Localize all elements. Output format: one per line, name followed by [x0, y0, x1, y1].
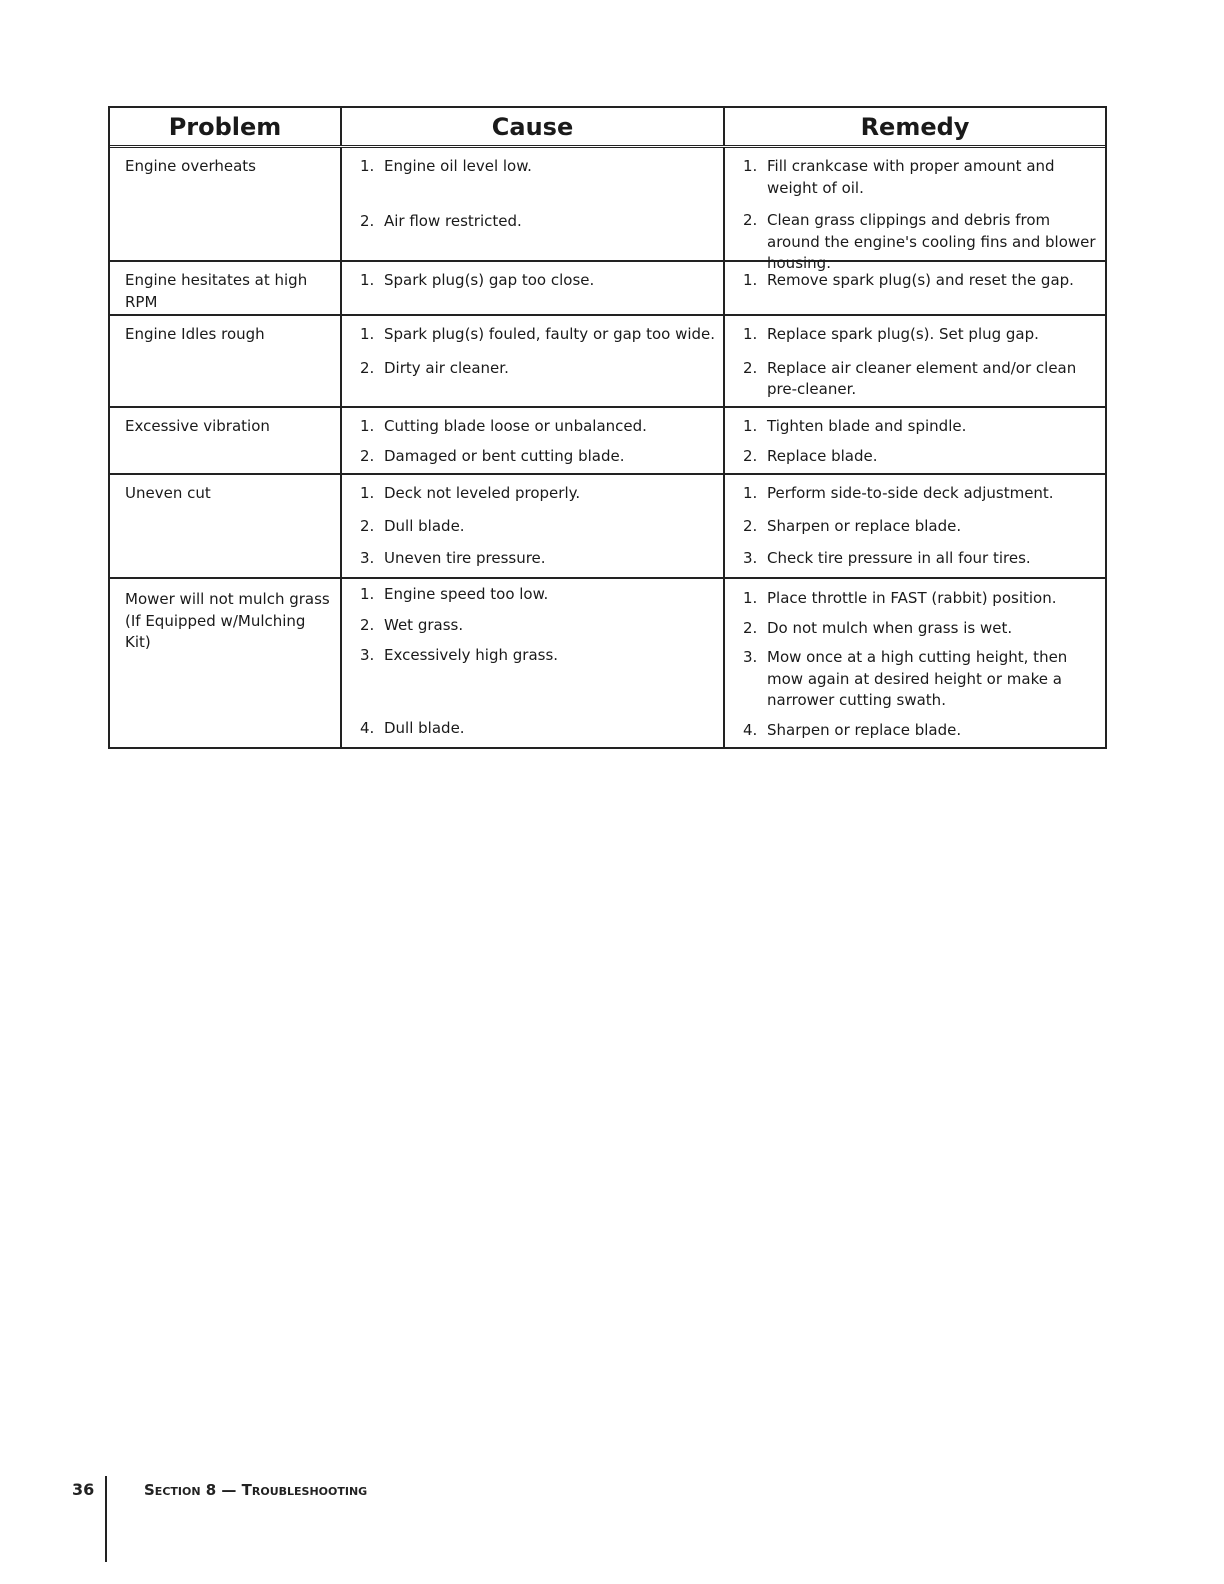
problem-cell: Excessive vibration: [110, 408, 342, 473]
item-text: Clean grass clippings and debris from around the engine's cooling fins and blower housing.: [767, 211, 1096, 272]
remedy-cell: [725, 148, 1105, 272]
section-title: [144, 1481, 367, 1499]
item-text: Excessively high grass.: [384, 646, 559, 664]
cause-item: [360, 584, 717, 606]
item-number: 1.: [743, 325, 758, 343]
item-number: 1.: [360, 417, 375, 435]
problem-cell: Engine overheats: [110, 148, 342, 260]
cause-cell: [342, 316, 725, 406]
problem-cell: Mower will not mulch grass (If Equipped w/Mulching Kit): [110, 579, 342, 747]
cause-item: [360, 211, 717, 233]
remedy-item: [743, 483, 1099, 505]
item-text: Mow once at a high cutting height, then mow again at desired height or make a narrower cutting swath.: [767, 648, 1068, 709]
item-number: 4.: [360, 718, 375, 737]
item-text: Dull blade.: [384, 718, 465, 737]
cause-item: [360, 358, 717, 380]
item-text: Cutting blade loose or unbalanced.: [384, 417, 647, 435]
item-text: Replace spark plug(s). Set plug gap.: [767, 325, 1039, 343]
item-text: Wet grass.: [384, 615, 464, 634]
cause-item: [360, 446, 717, 468]
header-remedy: Remedy: [860, 112, 970, 141]
item-text: Replace air cleaner element and/or clean pre-cleaner.: [767, 358, 1077, 398]
remedy-item: [743, 516, 1099, 538]
remedy-item: [743, 618, 1099, 640]
item-text: Tighten blade and spindle.: [767, 417, 967, 435]
cause-cell: [342, 148, 725, 260]
cause-cell: [342, 408, 725, 473]
item-text: Remove spark plug(s) and reset the gap.: [767, 271, 1074, 289]
item-number: 2.: [360, 516, 375, 535]
item-number: 1.: [743, 417, 758, 435]
remedy-item: [743, 720, 1099, 742]
table-row: [110, 148, 1105, 272]
item-number: 2.: [743, 618, 758, 637]
remedy-item: [743, 647, 1099, 712]
item-number: 3.: [360, 549, 375, 567]
item-text: Place throttle in FAST (rabbit) position.: [767, 589, 1057, 607]
cause-item: [360, 270, 717, 292]
remedy-cell: [725, 262, 1105, 314]
item-text: Perform side-to-side deck adjustment.: [767, 484, 1054, 502]
item-text: Spark plug(s) fouled, faulty or gap too wide.: [384, 325, 716, 343]
item-number: 2.: [743, 211, 758, 229]
item-number: 3.: [360, 646, 375, 664]
remedy-item: [743, 446, 1099, 468]
cause-item: [360, 645, 717, 667]
remedy-item: [743, 324, 1099, 346]
cause-item: [360, 548, 717, 570]
item-number: 1.: [360, 484, 375, 502]
remedy-cell: [725, 579, 1105, 747]
section-prefix: Section 8 —: [144, 1481, 242, 1499]
cause-item: [360, 483, 717, 505]
item-text: Damaged or bent cutting blade.: [384, 446, 625, 465]
table-row: [110, 475, 1105, 579]
problem-cell: Engine hesitates at high RPM: [110, 262, 342, 314]
remedy-cell: [725, 408, 1105, 473]
item-number: 1.: [360, 585, 375, 603]
cause-item: [360, 324, 717, 346]
item-number: 2.: [360, 615, 375, 634]
item-number: 1.: [743, 157, 758, 175]
remedy-item: [743, 156, 1099, 199]
item-text: Check tire pressure in all four tires.: [767, 549, 1031, 567]
troubleshooting-table: [108, 106, 1107, 749]
section-name: Troubleshooting: [241, 1481, 368, 1499]
item-number: 2.: [743, 516, 758, 535]
cause-cell: [342, 475, 725, 577]
footer-divider: [105, 1476, 107, 1562]
item-text: Engine speed too low.: [384, 585, 549, 603]
problem-cell: Engine Idles rough: [110, 316, 342, 406]
item-text: Dirty air cleaner.: [384, 358, 509, 377]
item-number: 4.: [743, 720, 758, 739]
item-number: 2.: [360, 211, 375, 230]
item-number: 2.: [360, 446, 375, 465]
item-text: Replace blade.: [767, 446, 878, 465]
item-number: 3.: [743, 648, 758, 666]
page-number: 36: [72, 1480, 95, 1499]
item-number: 2.: [360, 358, 375, 377]
remedy-item: [743, 416, 1099, 438]
header-problem: Problem: [110, 108, 342, 145]
item-number: 1.: [360, 157, 375, 175]
remedy-cell: [725, 475, 1105, 577]
cause-item: [360, 615, 717, 637]
remedy-cell: [725, 316, 1105, 406]
cause-item: [360, 416, 717, 438]
cause-cell: [342, 579, 725, 747]
table-row: [110, 408, 1105, 475]
item-text: Deck not leveled properly.: [384, 484, 581, 502]
remedy-item: [743, 548, 1099, 570]
problem-cell: Uneven cut: [110, 475, 342, 577]
item-number: 1.: [360, 271, 375, 289]
cause-cell: [342, 262, 725, 314]
item-number: 1.: [360, 325, 375, 343]
item-text: Spark plug(s) gap too close.: [384, 271, 595, 289]
item-text: Dull blade.: [384, 516, 465, 535]
cause-item: [360, 718, 717, 740]
header-cause: Cause: [342, 108, 725, 145]
table-row: [110, 316, 1105, 408]
item-text: Sharpen or replace blade.: [767, 516, 962, 535]
item-number: 1.: [743, 589, 758, 607]
item-number: 2.: [743, 446, 758, 465]
item-text: Fill crankcase with proper amount and weight of oil.: [767, 157, 1055, 197]
item-text: Uneven tire pressure.: [384, 549, 546, 567]
cause-item: [360, 156, 717, 178]
table-row: [110, 579, 1105, 747]
item-number: 1.: [743, 484, 758, 502]
item-text: Engine oil level low.: [384, 157, 532, 175]
remedy-item: [743, 588, 1099, 610]
remedy-item: [743, 358, 1099, 401]
item-text: Air flow restricted.: [384, 211, 522, 230]
item-number: 1.: [743, 271, 758, 289]
remedy-item: [743, 270, 1099, 292]
table-header: [110, 108, 1105, 148]
item-text: Do not mulch when grass is wet.: [767, 618, 1013, 637]
item-number: 2.: [743, 358, 758, 377]
item-text: Sharpen or replace blade.: [767, 720, 962, 739]
item-number: 3.: [743, 549, 758, 567]
table-row: [110, 262, 1105, 316]
cause-item: [360, 516, 717, 538]
